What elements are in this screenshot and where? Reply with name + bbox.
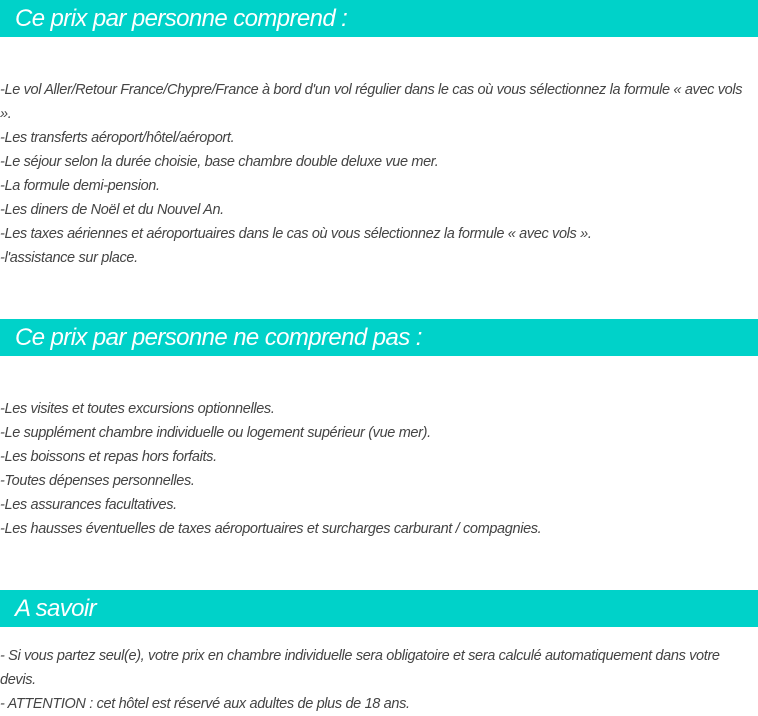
section-title-good-to-know: A savoir xyxy=(15,595,97,622)
not-included-list xyxy=(0,397,758,541)
list-item: -Les diners de Noël et du Nouvel An. xyxy=(0,202,224,218)
list-item: -Les assurances facultatives. xyxy=(0,497,177,513)
list-item: -Le séjour selon la durée choisie, base chambre double deluxe vue mer. xyxy=(0,154,439,170)
good-to-know-list xyxy=(0,644,758,716)
included-list xyxy=(0,78,758,270)
section-header-included xyxy=(0,0,758,37)
list-item: -Les taxes aériennes et aéroportuaires dans le cas où vous sélectionnez la formule « avec vols ». xyxy=(0,226,592,242)
list-item: -Les visites et toutes excursions optionnelles. xyxy=(0,401,275,417)
list-item: - ATTENTION : cet hôtel est réservé aux adultes de plus de 18 ans. xyxy=(0,696,410,712)
list-item: -Les transferts aéroport/hôtel/aéroport. xyxy=(0,130,235,146)
section-title-included: Ce prix par personne comprend : xyxy=(15,5,348,32)
list-item: - Si vous partez seul(e), votre prix en chambre individuelle sera obligatoire et sera calculé automatiquement dans votre devis. xyxy=(0,648,720,688)
list-item: -Les hausses éventuelles de taxes aéroportuaires et surcharges carburant / compagnies. xyxy=(0,521,542,537)
list-item: -Toutes dépenses personnelles. xyxy=(0,473,195,489)
section-title-not-included: Ce prix par personne ne comprend pas : xyxy=(15,324,422,351)
list-item: -La formule demi-pension. xyxy=(0,178,160,194)
section-header-not-included xyxy=(0,319,758,356)
list-item: -l'assistance sur place. xyxy=(0,250,138,266)
list-item: -Le supplément chambre individuelle ou logement supérieur (vue mer). xyxy=(0,425,431,441)
list-item: -Le vol Aller/Retour France/Chypre/France à bord d'un vol régulier dans le cas où vous sélectionnez la formule « avec vols ». xyxy=(0,82,743,122)
list-item: -Les boissons et repas hors forfaits. xyxy=(0,449,217,465)
section-header-good-to-know xyxy=(0,590,758,627)
